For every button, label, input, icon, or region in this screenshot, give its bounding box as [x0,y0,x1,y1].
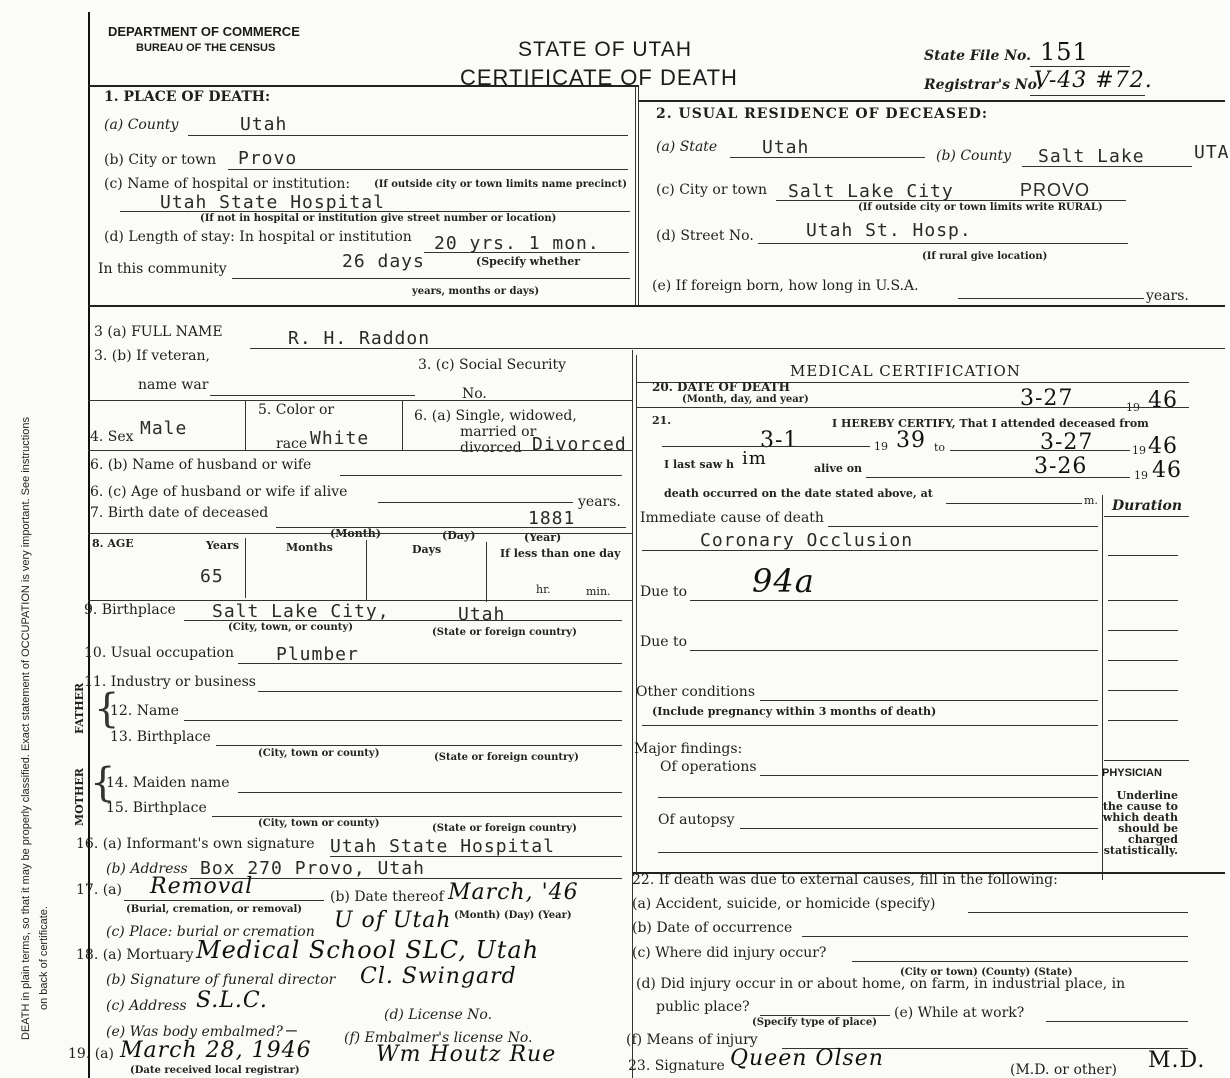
birth-year: (Year) [524,531,562,544]
received-value: March 28, 1946 [120,1038,312,1063]
full-name-value: R. H. Raddon [288,328,431,349]
margin-instructions: DEATH in plain terms, so that it may be properly classified. Exact statement of OCCUPATION is very important. See instructions [20,417,32,1040]
last-saw-year: 46 [1152,458,1182,483]
res-city-label: (c) City or town [656,182,768,198]
res-street-line [758,243,1128,244]
operations-line-2 [658,797,1098,798]
res-city-value: Salt Lake City [788,181,954,202]
place-value: U of Utah [334,908,452,933]
foreign-line [958,298,1144,299]
father-city-note: (City, town or county) [258,748,380,759]
registrar-line [1030,95,1145,96]
hospital-label: (c) Name of hospital or institution: [104,176,351,192]
occurrence-label: (b) Date of occurrence [632,920,793,936]
res-city-line [776,200,1126,201]
license-label: (d) License No. [384,1007,493,1023]
community-value: 26 days [342,251,425,272]
mother-name-line [238,792,622,793]
res-street-value: Utah St. Hosp. [806,220,972,241]
duration-line-1 [1108,555,1178,556]
accident-label: (a) Accident, suicide, or homicide (specify) [632,896,936,912]
age-hr: hr. [536,583,551,596]
birthplace-line [184,620,622,621]
due-to-2-label: Due to [640,634,688,650]
last-saw-label: I last saw h [664,458,735,471]
hospital-value: Utah State Hospital [160,192,385,213]
home-label: (d) Did injury occur in or about home, on farm, in industrial place, in [636,976,1126,992]
county-label: (a) County [104,117,179,133]
place-of-death-heading: 1. PLACE OF DEATH: [104,89,271,105]
res-street-label: (d) Street No. [656,228,754,244]
birth-day: (Day) [442,529,476,542]
father-side-label: FATHER [73,682,86,734]
occurred-label: death occurred on the date stated above, at [664,487,933,500]
work-line [1046,1021,1188,1022]
marital-label-2: married or [460,424,537,440]
mother-birth-label: 15. Birthplace [106,800,207,816]
last-saw-date: 3-26 [1034,454,1088,479]
medical-heading: MEDICAL CERTIFICATION [790,362,1021,380]
mother-birth-line [212,816,622,817]
birthplace-city-note: (City, town, or county) [228,622,353,633]
work-label: (e) While at work? [894,1005,1025,1021]
embalmed-label: (e) Was body embalmed? [106,1024,283,1040]
sex-value: Male [140,418,188,439]
embalmer-label: (f) Embalmer's license No. [344,1030,533,1046]
mother-state-note: (State or foreign country) [432,823,577,834]
duration-label: Duration [1112,498,1183,514]
operations-label: Of operations [660,759,757,775]
specify-note: (Specify whether [476,255,581,268]
age-less-label: If less than one day [500,547,621,560]
mother-name-label: 14. Maiden name [106,775,230,791]
birthplace-state-note: (State or foreign country) [432,627,577,638]
due-to-2-line [690,650,1098,651]
city-line [228,169,628,170]
occupation-value: Plumber [276,644,359,665]
birth-line [276,527,626,528]
signature-label: 23. Signature [628,1058,725,1074]
marital-label-1: 6. (a) Single, widowed, [414,408,577,424]
department-label: DEPARTMENT OF COMMERCE [108,24,300,39]
mother-side-label: MOTHER [73,768,86,826]
accident-line [968,912,1188,913]
rural-loc-note: (If rural give location) [922,251,1048,262]
industry-label: 11. Industry or business [84,674,256,690]
signature-value: Queen Olsen [730,1046,884,1071]
specify-place-note: (Specify type of place) [752,1017,877,1028]
divider-lower [632,350,633,1078]
age-days-label: Days [412,543,442,556]
name-war-label: name war [138,377,209,393]
industry-line [258,691,622,692]
ss-label: 3. (c) Social Security [418,357,567,373]
duration-top-line [1104,516,1189,517]
due-to-1-line [690,600,1098,601]
burial-line [124,900,324,901]
margin-instructions-2: on back of certificate. [38,906,50,1010]
age-div-2 [366,540,367,600]
burial-date-note: (Month) (Day) (Year) [454,910,572,921]
attended-from: 3-1 [760,428,799,453]
marital-label-3: divorced [460,440,522,456]
res-state-label: (a) State [656,139,718,155]
age-label: 8. AGE [92,537,134,550]
rule-middle [88,305,1225,307]
address2-value: S.L.C. [196,988,268,1013]
row-line-450 [88,450,632,451]
signature-extra: M.D. [1148,1048,1206,1073]
stay-label: (d) Length of stay: In hospital or institution [104,229,412,245]
age-min: min. [586,585,611,598]
informant-address-label: (b) Address [106,861,188,877]
race-value: White [310,428,370,449]
state-file-line [1030,66,1130,67]
sex-divider [245,400,246,450]
due-to-1-value: 94a [752,562,815,600]
underline-note: Underline the cause to which death should be charged statistically. [1102,789,1178,857]
marital-value: Divorced [532,434,627,455]
res-state-line [730,157,925,158]
received-label: 19. (a) [68,1046,114,1062]
last-saw-line [866,477,1130,478]
immediate-value: Coronary Occlusion [700,530,914,551]
divider-upper-2 [635,85,636,305]
residence-heading: 2. USUAL RESIDENCE OF DECEASED: [656,106,989,122]
burial-date-value: March, '46 [448,880,579,905]
physician-label: PHYSICIAN [1102,767,1162,779]
medical-line-2 [636,407,1189,408]
row-line-533 [88,533,632,534]
father-birth-label: 13. Birthplace [110,729,211,745]
state-file-value: 151 [1040,38,1089,66]
dod-year: 46 [1148,388,1178,413]
operations-line [760,775,1098,776]
spouse-age-label: 6. (c) Age of husband or wife if alive [90,484,348,500]
ss-no-label: No. [462,386,487,402]
other-line [760,700,1098,701]
mother-city-note: (City, town or county) [258,818,380,829]
units-note: years, months or days) [412,286,540,297]
alive-label: alive on [814,462,863,475]
res-county-extra: UTA [1194,142,1230,163]
res-city-value-2: PROVO [1020,180,1091,200]
burial-date-label: (b) Date thereof [330,889,444,905]
to-label: to [934,441,946,454]
director-value: Cl. Swingard [360,964,517,989]
city-value: Provo [238,148,298,169]
mortuary-label: 18. (a) Mortuary [76,947,194,963]
age-years-label: Years [206,539,240,552]
rural-note: (If outside city or town limits write RURAL) [858,202,1103,213]
m-label: m. [1084,494,1098,507]
stay-value: 20 yrs. 1 mon. [434,233,600,254]
immediate-label: Immediate cause of death [640,510,824,526]
duration-line-4 [1108,660,1178,661]
attended-to-prefix: 19 [1132,444,1146,457]
autopsy-label: Of autopsy [658,812,735,828]
res-county-line [1022,166,1192,167]
burial-note: (Burial, cremation, or removal) [126,904,302,915]
dod-year-prefix: 19 [1126,401,1140,414]
res-county-label: (b) County [936,148,1012,164]
occurrence-line [802,936,1188,937]
occupation-label: 10. Usual occupation [84,645,234,661]
due-to-1-label: Due to [640,584,688,600]
mother-brace: { [90,760,116,806]
left-border [88,12,90,1078]
attended-from-line [662,446,870,447]
registrar-value: V-43 #72. [1034,68,1153,93]
age-div-3 [486,542,487,602]
autopsy-line-2 [658,852,1098,853]
public-line [760,1015,890,1016]
other-note: (Include pregnancy within 3 months of death) [652,705,937,718]
birth-value: 1881 [528,508,576,529]
informant-sig-label: 16. (a) Informant's own signature [76,836,315,852]
attended-to-year: 46 [1148,434,1178,459]
state-file-label: State File No. [924,48,1032,64]
registrar-label: Registrar's No. [924,77,1042,93]
duration-bottom-line [1104,760,1189,761]
occurred-line [946,503,1082,504]
last-saw-prefix: 19 [1134,469,1148,482]
occupation-line [238,663,622,664]
dod-value: 3-27 [1020,386,1074,411]
community-line [232,278,630,279]
stay-line [424,252,629,253]
registrar-signature: Wm Houtz Rue [376,1042,557,1067]
row-line-400 [88,400,632,401]
street-note: (If not in hospital or institution give street number or location) [200,213,557,224]
informant-address-value: Box 270 Provo, Utah [200,858,425,879]
divider-lower-2 [636,355,637,875]
veteran-label: 3. (b) If veteran, [94,348,210,364]
where-note: (City or town) (County) (State) [900,967,1073,978]
rule-top-left [88,85,638,87]
name-war-line [210,395,415,396]
father-birth-line [216,745,622,746]
spouse-label: 6. (b) Name of husband or wife [90,457,312,473]
age-value: 65 [200,566,224,587]
means-label: (f) Means of injury [626,1032,758,1048]
immediate-line [828,526,1098,527]
res-county-value: Salt Lake [1038,146,1145,167]
duration-line-3 [1108,630,1178,631]
father-name-line [184,720,622,721]
address2-label: (c) Address [106,998,187,1014]
director-label: (b) Signature of funeral director [106,972,336,988]
divider-upper [638,85,639,305]
burial-value: Removal [150,874,254,899]
attended-from-year: 39 [896,428,926,453]
age-months-label: Months [286,541,333,554]
informant-sig-line [330,856,622,857]
color-label: 5. Color or [258,402,335,418]
other-line-2 [642,725,1098,726]
community-label: In this community [98,261,227,277]
autopsy-line [740,828,1098,829]
sex-label: 4. Sex [90,429,134,445]
where-label: (c) Where did injury occur? [632,945,827,961]
county-line [188,135,628,136]
birthplace-label: 9. Birthplace [84,602,176,618]
birthplace-city: Salt Lake City, [212,601,390,622]
hospital-line [120,211,630,212]
last-saw-value: im [742,448,767,469]
age-div-1 [245,538,246,598]
md-label: (M.D. or other) [1010,1062,1117,1078]
hospital-note: (If outside city or town limits name precinct) [374,179,627,190]
external-label: 22. If death was due to external causes, fill in the following: [632,872,1058,888]
city-label: (b) City or town [104,152,217,168]
informant-address-line [190,878,622,879]
attended-to: 3-27 [1040,430,1094,455]
birthplace-state: Utah [458,604,506,625]
certificate-title: CERTIFICATE OF DEATH [460,65,738,90]
bureau-label: BUREAU OF THE CENSUS [136,42,276,54]
race-label: race [276,436,308,452]
birth-label: 7. Birth date of deceased [90,505,269,521]
father-state-note: (State or foreign country) [434,752,579,763]
full-name-label: 3 (a) FULL NAME [94,324,223,340]
major-label: Major findings: [634,741,743,757]
informant-sig-value: Utah State Hospital [330,836,555,857]
duration-line-2 [1108,600,1178,601]
father-brace: { [94,686,120,732]
rule-top-right [638,100,1225,102]
duration-line-6 [1108,720,1178,721]
spouse-age-years: years. [578,494,621,510]
race-divider [402,400,403,450]
res-state-value: Utah [762,137,810,158]
other-label: Other conditions [636,684,756,700]
attended-to-line [950,450,1130,451]
state-title: STATE OF UTAH [518,38,692,61]
birth-month: (Month) [330,527,381,540]
spouse-line [340,475,622,476]
place-label: (c) Place: burial or cremation [106,924,315,940]
foreign-label: (e) If foreign born, how long in U.S.A. [652,278,919,294]
where-line [852,961,1188,962]
attended-from-prefix: 19 [874,440,888,453]
dod-label: 20. DATE OF DEATH [652,380,790,394]
duration-line-5 [1108,690,1178,691]
spouse-age-line [378,502,573,503]
county-value: Utah [240,114,288,135]
received-note: (Date received local registrar) [130,1065,300,1076]
public-label: public place? [656,999,750,1015]
embalmed-value: — [286,1020,298,1041]
full-name-line [250,348,1225,349]
cert-num: 21. [652,414,672,427]
burial-label: 17. (a) [76,882,122,898]
foreign-years: years. [1146,288,1189,304]
immediate-line-2 [642,550,1098,551]
father-name-label: 12. Name [110,703,179,719]
cert-text: I HEREBY CERTIFY, That I attended deceased from [832,417,1149,430]
dod-note: (Month, day, and year) [682,394,809,405]
mortuary-value: Medical School SLC, Utah [196,936,540,964]
